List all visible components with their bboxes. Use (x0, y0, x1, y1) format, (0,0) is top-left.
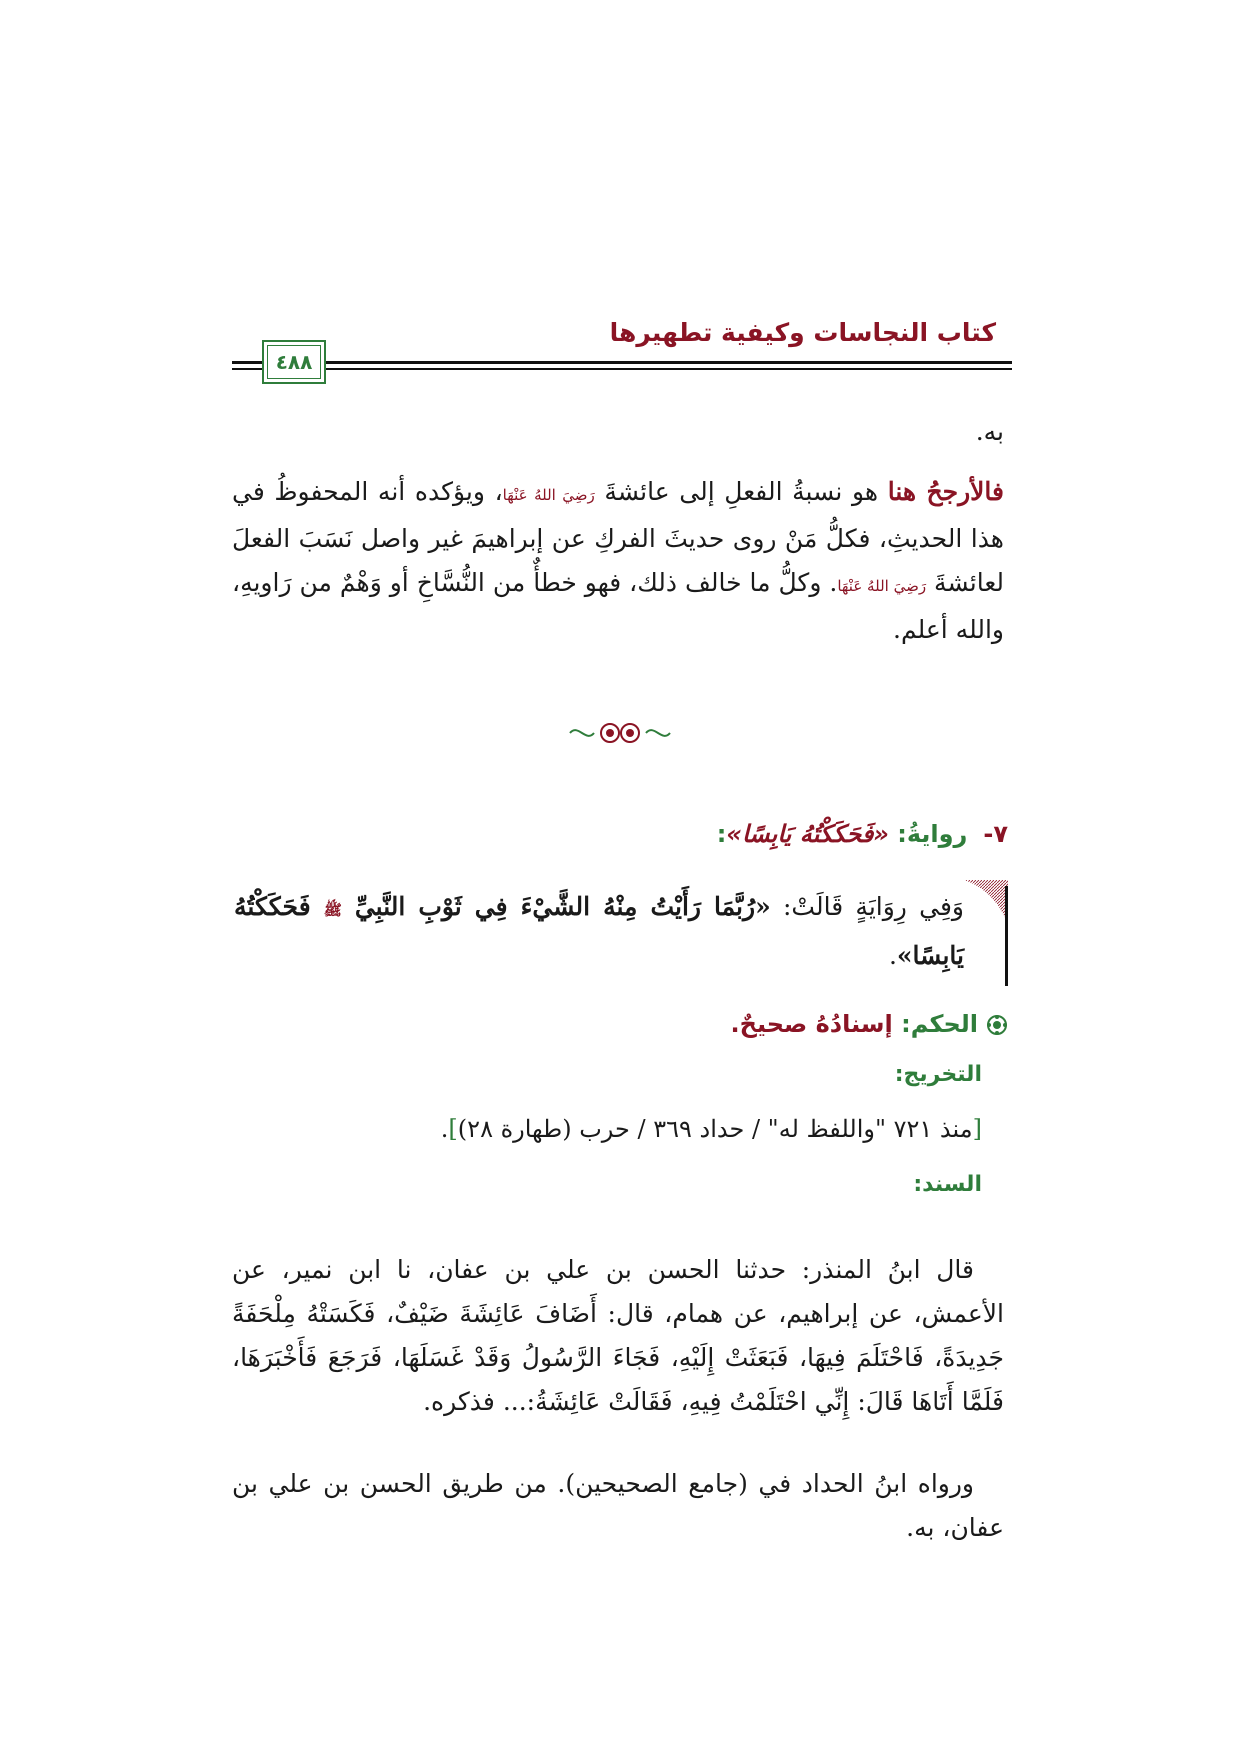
badge-rule (232, 361, 260, 364)
honorific-glyph: رَضِيَ اللهُ عَنْهَا (837, 577, 927, 595)
hadith-block (228, 880, 1008, 990)
badge-rule-thin (232, 368, 260, 370)
section-number: ٧- (983, 820, 1008, 848)
salutation-glyph: ﷺ (323, 901, 342, 919)
sanad-paragraph-2: ورواه ابنُ الحداد في (جامع الصحيحين). من طريق الحسن بن علي بن عفان، به. (232, 1469, 1004, 1542)
honorific-glyph: رَضِيَ اللهُ عَنْهَا (502, 486, 595, 504)
leading-fragment: به. (975, 417, 1004, 446)
hadith-matn: فَحَكَكْتُهُ يَابِسًا» (234, 892, 964, 970)
section-suffix: : (716, 820, 727, 848)
header-rule (242, 361, 1012, 364)
page-number-badge (262, 340, 326, 384)
takhrij-end: . (440, 1115, 449, 1143)
bracket-open: [ (972, 1115, 982, 1143)
hadith-ruling (731, 1010, 1008, 1038)
hadith-end: . (888, 941, 897, 970)
conclusion-paragraph (232, 470, 1004, 652)
header-rule-thin (242, 368, 1012, 370)
rosette-icon (986, 1014, 1008, 1036)
conclusion-highlight: فالأرجحُ هنا (887, 477, 1005, 506)
paragraph-text: ، ويؤكده أنه المحفوظُ في هذا الحديثِ، فكلُّ مَنْ روى حديثَ الفركِ عن إبراهيمَ غير واصل نَسَبَ الفعلَ لعائشةَ (232, 477, 1005, 597)
paragraph-text: . وكلُّ ما خالف ذلك، فهو خطأٌ من النُّسَّاخِ أو وَهْمٌ من رَاويهِ، والله أعلم. (232, 568, 1004, 644)
hadith-matn: «رُبَّمَا رَأَيْتُ مِنْهُ الشَّيْءَ فِي ثَوْبِ النَّبِيِّ (341, 892, 771, 921)
hadith-corner-ornament (964, 880, 1008, 924)
hadith-side-rule (1005, 886, 1008, 986)
ruling-label: الحكم: (892, 1010, 978, 1038)
sanad-paragraph: قال ابنُ المنذر: حدثنا الحسن بن علي بن عفان، نا ابن نمير، عن الأعمش، عن إبراهيم، عن همام، قال: أَضَافَ عَائِشَةَ ضَيْفٌ، فَكَسَتْهُ مِلْحَفَةً جَدِيدَةً، فَاحْتَلَمَ فِيهَا، فَبَعَثَتْ إِلَيْهِ، فَجَاءَ الرَّسُولُ وَقَدْ غَسَلَهَا، فَرَجَعَ فَأَخْبَرَهَا، فَلَمَّا أَتَاهَا قَالَ: إِنِّي احْتَلَمْتُ فِيهِ، فَقَالَتْ عَائِشَةُ:... فذكره. (232, 1255, 1004, 1416)
ruling-value: إسنادُهُ صحيحٌ. (730, 1010, 893, 1038)
hadith-intro: وَفِي رِوَايَةٍ قَالَتْ: (770, 892, 964, 921)
bracket-close: ] (448, 1115, 458, 1143)
takhrij-heading: التخريج: (894, 1062, 982, 1087)
section-quote: «فَحَكَكْتُهُ يَابِسًا» (726, 820, 889, 848)
section-divider-ornament (560, 718, 680, 748)
takhrij-text: منذ ٧٢١ "واللفظ له" / حداد ٣٦٩ / حرب (طهارة ٢٨) (457, 1115, 973, 1143)
takhrij-sources (441, 1115, 982, 1143)
book-title: كتاب النجاسات وكيفية تطهيرها (609, 318, 996, 347)
section-label: روايةُ: (888, 820, 968, 848)
hadith-text (234, 884, 964, 979)
page-header (232, 318, 1012, 388)
page-number: ٤٨٨ (275, 350, 313, 374)
sanad-heading: السند: (913, 1172, 982, 1197)
section-heading (717, 820, 1008, 848)
paragraph-text: هو نسبةُ الفعلِ إلى عائشةَ (594, 477, 888, 506)
